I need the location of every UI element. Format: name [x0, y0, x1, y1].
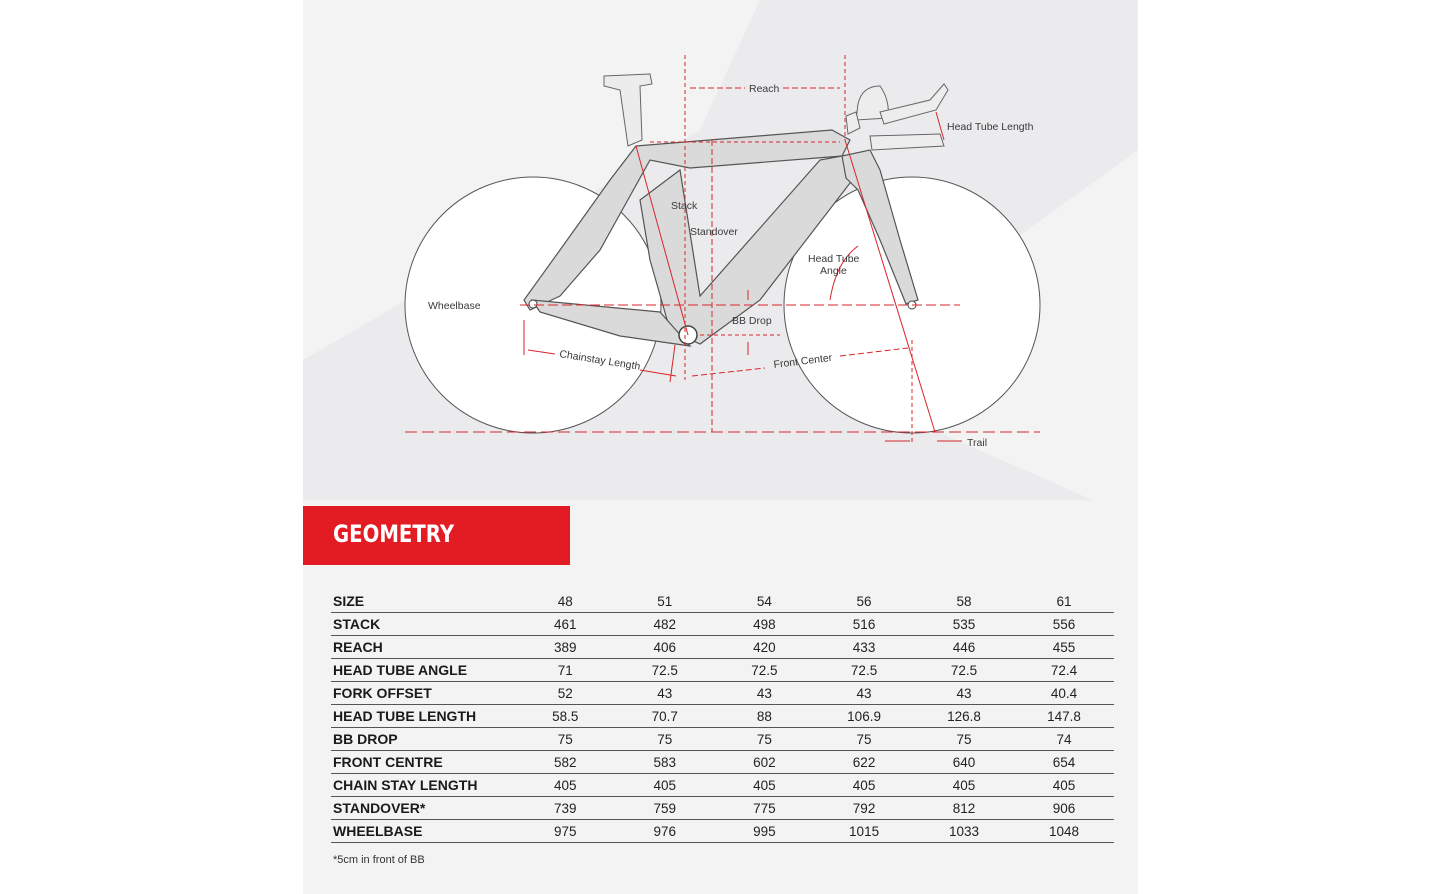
row-label: SIZE — [331, 590, 516, 613]
table-row — [331, 590, 1114, 613]
table-cell: 759 — [615, 797, 715, 820]
row-label: FRONT CENTRE — [331, 751, 516, 774]
geometry-sheet — [303, 0, 1138, 894]
row-label: STACK — [331, 613, 516, 636]
table-cell: 420 — [715, 636, 815, 659]
footnote: *5cm in front of BB — [333, 854, 425, 866]
table-cell: 535 — [914, 613, 1014, 636]
table-cell: 75 — [516, 728, 616, 751]
trail-label: Trail — [967, 437, 988, 449]
table-cell: 40.4 — [1014, 682, 1114, 705]
table-row — [331, 613, 1114, 636]
table-cell: 72.5 — [615, 659, 715, 682]
table-cell: 461 — [516, 613, 616, 636]
table-cell: 75 — [814, 728, 914, 751]
table-cell: 75 — [914, 728, 1014, 751]
table-cell: 582 — [516, 751, 616, 774]
table-cell: 71 — [516, 659, 616, 682]
geometry-banner — [303, 506, 570, 565]
table-cell: 72.5 — [814, 659, 914, 682]
row-label: REACH — [331, 636, 516, 659]
table-cell: 52 — [516, 682, 616, 705]
table-cell: 995 — [715, 820, 815, 843]
table-row — [331, 705, 1114, 728]
table-row — [331, 682, 1114, 705]
table-cell: 72.5 — [914, 659, 1014, 682]
table-cell: 1048 — [1014, 820, 1114, 843]
table-row — [331, 728, 1114, 751]
table-cell: 654 — [1014, 751, 1114, 774]
table-cell: 405 — [1014, 774, 1114, 797]
table-row — [331, 820, 1114, 843]
front-center-label: Front Center — [772, 351, 833, 371]
table-cell: 602 — [715, 751, 815, 774]
table-cell: 43 — [615, 682, 715, 705]
table-cell: 405 — [615, 774, 715, 797]
table-cell: 976 — [615, 820, 715, 843]
table-cell: 1033 — [914, 820, 1014, 843]
table-cell: 498 — [715, 613, 815, 636]
table-cell: 792 — [814, 797, 914, 820]
table-cell: 1015 — [814, 820, 914, 843]
table-cell: 583 — [615, 751, 715, 774]
head-tube-length-label: Head Tube Length — [947, 121, 1034, 133]
rear-axle — [529, 300, 537, 308]
table-cell: 405 — [914, 774, 1014, 797]
table-cell: 88 — [715, 705, 815, 728]
table-cell: 640 — [914, 751, 1014, 774]
table-cell: 58 — [914, 590, 1014, 613]
stack-label: Stack — [671, 200, 698, 212]
table-cell: 147.8 — [1014, 705, 1114, 728]
table-cell: 72.5 — [715, 659, 815, 682]
table-cell: 56 — [814, 590, 914, 613]
table-cell: 405 — [814, 774, 914, 797]
table-cell: 405 — [516, 774, 616, 797]
wheelbase-label: Wheelbase — [428, 300, 481, 312]
table-cell: 446 — [914, 636, 1014, 659]
table-cell: 75 — [615, 728, 715, 751]
table-row — [331, 751, 1114, 774]
table-cell: 72.4 — [1014, 659, 1114, 682]
table-cell: 61 — [1014, 590, 1114, 613]
row-label: BB DROP — [331, 728, 516, 751]
table-cell: 739 — [516, 797, 616, 820]
row-label: WHEELBASE — [331, 820, 516, 843]
bike-geometry-diagram — [303, 0, 1138, 500]
table-cell: 58.5 — [516, 705, 616, 728]
table-cell: 405 — [715, 774, 815, 797]
table-cell: 48 — [516, 590, 616, 613]
table-cell: 70.7 — [615, 705, 715, 728]
table-cell: 406 — [615, 636, 715, 659]
table-cell: 106.9 — [814, 705, 914, 728]
geometry-title: GEOMETRY — [333, 520, 455, 548]
table-cell: 54 — [715, 590, 815, 613]
table-cell: 389 — [516, 636, 616, 659]
table-cell: 74 — [1014, 728, 1114, 751]
row-label: CHAIN STAY LENGTH — [331, 774, 516, 797]
bb-drop-label: BB Drop — [732, 315, 772, 327]
row-label: STANDOVER* — [331, 797, 516, 820]
chainstay-length-label: Chainstay Length — [558, 348, 642, 373]
table-cell: 126.8 — [914, 705, 1014, 728]
head-tube-angle-label-2: Angle — [820, 265, 847, 277]
table-cell: 622 — [814, 751, 914, 774]
table-cell: 51 — [615, 590, 715, 613]
table-row — [331, 797, 1114, 820]
geometry-table — [331, 590, 1114, 843]
head-tube-angle-label-1: Head Tube — [808, 253, 860, 265]
saddle-seatpost — [604, 74, 652, 146]
table-row — [331, 659, 1114, 682]
table-cell: 556 — [1014, 613, 1114, 636]
table-cell: 482 — [615, 613, 715, 636]
table-row — [331, 774, 1114, 797]
table-cell: 975 — [516, 820, 616, 843]
table-cell: 455 — [1014, 636, 1114, 659]
standover-label: Standover — [690, 226, 738, 238]
table-cell: 516 — [814, 613, 914, 636]
table-cell: 812 — [914, 797, 1014, 820]
table-row — [331, 636, 1114, 659]
row-label: FORK OFFSET — [331, 682, 516, 705]
table-cell: 43 — [715, 682, 815, 705]
row-label: HEAD TUBE ANGLE — [331, 659, 516, 682]
reach-label: Reach — [749, 83, 780, 95]
table-cell: 775 — [715, 797, 815, 820]
table-cell: 433 — [814, 636, 914, 659]
row-label: HEAD TUBE LENGTH — [331, 705, 516, 728]
table-cell: 906 — [1014, 797, 1114, 820]
table-cell: 43 — [914, 682, 1014, 705]
table-cell: 75 — [715, 728, 815, 751]
table-cell: 43 — [814, 682, 914, 705]
